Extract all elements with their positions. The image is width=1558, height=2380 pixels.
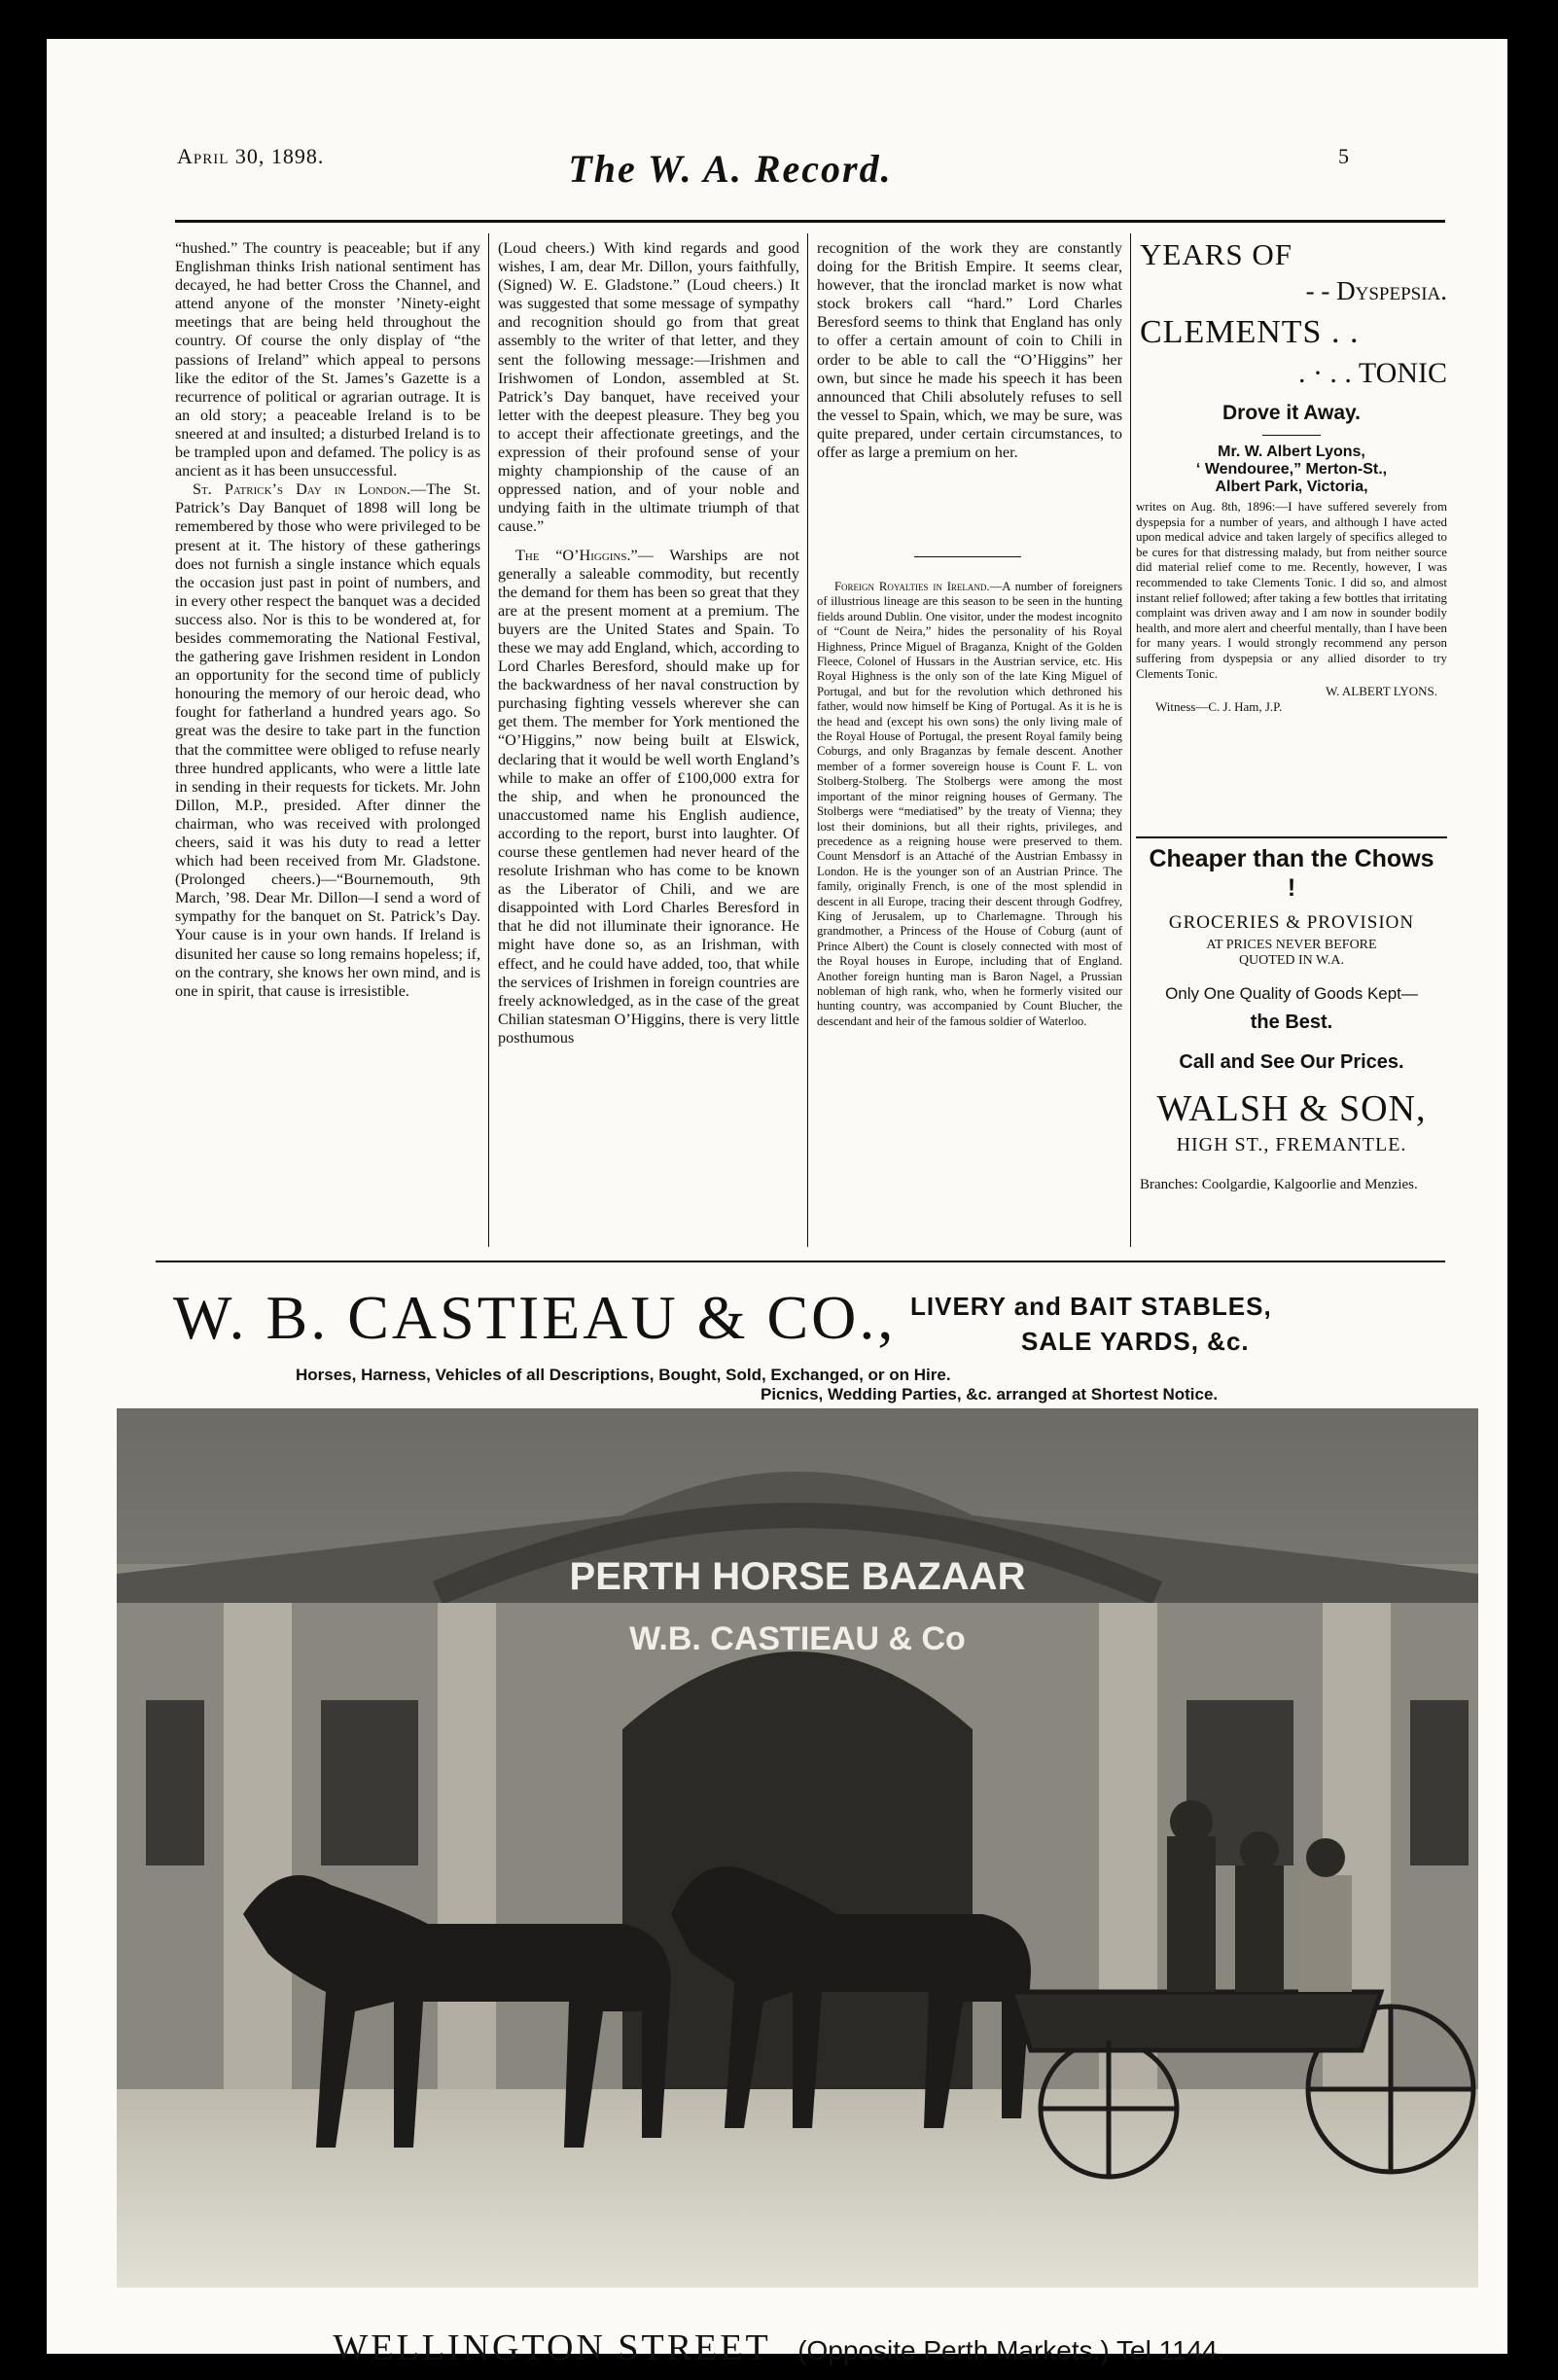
column-2 [498, 239, 799, 1048]
ad-text: QUOTED IN W.A. [1238, 953, 1345, 968]
ad-text: AT PRICES NEVER BEFORE [1206, 938, 1377, 952]
ad-heading: - - Dyspepsia. [1305, 276, 1447, 305]
caption-street: WELLINGTON STREET [333, 2327, 771, 2368]
ad-text: Call and See Our Prices. [1179, 1051, 1404, 1073]
building-sign: PERTH HORSE BAZAAR [569, 1555, 1026, 1598]
clements-tonic-ad [1136, 237, 1447, 715]
masthead: The W. A. Record. [568, 147, 893, 191]
column-divider [807, 233, 808, 1247]
section-heading: St. Patrick’s Day in London. [193, 480, 411, 499]
article-paragraph [498, 547, 799, 1048]
castieau-name: W. B. CASTIEAU & CO., [173, 1283, 897, 1352]
ad-heading: YEARS OF [1140, 237, 1293, 271]
article-text: recognition of the work they are constantly doing for the British Empire. It seems clear, however, that the ironclad market is now what stock brokers call “hard.” Lord Charles Beresford seems to think that England has only to offer a certain amount of coin to Chili in order to be able to call the “O’Higgins” her own, but since he made his speech it has been announced that Chili absolutely refuses to sell the vessel to Spain, which, we may be sure, was quite prepared, under certain circumstances, to offer as large a premium on her. [817, 239, 1122, 462]
article-text: (Loud cheers.) With kind regards and good wishes, I am, dear Mr. Dillon, yours faithfully, (Signed) W. E. Gladstone.” (Loud cheers.) It was suggested that some message of sympathy and recognition should go from that great assembly to the writer of that letter, and they sent the following message:—Irishmen and Irishwomen of London, assembled at St. Patrick’s Day banquet, have received your letter with the deepest pleasure. They beg you to accept their affectionate greetings, and the expression of their profound sense of your mighty championship of the cause of an oppressed nation, and of your noble and undying faith in the ultimate triumph of that cause.” [498, 239, 799, 536]
testimonial-signature: W. ALBERT LYONS. [1326, 684, 1437, 699]
shop-branches: Branches: Coolgardie, Kalgoorlie and Menzies. [1140, 1177, 1418, 1192]
page-number: 5 [1338, 144, 1349, 168]
article-text: —The St. Patrick’s Day Banquet of 1898 will long be remembered by those who were privileged to be present at it. The history of these gatherings does not furnish a single instance which equals the occasion just past in point of numbers, and in every other respect the banquet was a decided success also. Nor is this to be wondered at, for besides commemorating the National Festival, the gathering gave Irishmen resident in London an opportunity for the second time of publicly honouring the memory of our heroic dead, who fought for fatherland a hundred years ago. So great was the desire to take part in the function that the committee were obliged to refuse nearly three hundred applicants, who were a little late in sending in their requests for tickets. Mr. John Dillon, M.P., presided. After dinner the chairman, who was received with prolonged cheers, said it was his duty to read a letter which had been received from Mr. Gladstone. (Prolonged cheers.)—“Bournemouth, 9th March, ’98. Dear Mr. Dillon—I send a word of sympathy for the banquet on St. Patrick’s Day. Your cause is in your own hands. If Ireland is disunited her cause so long remains hopeless; if, on the contrary, she knows her own mind, and is one in spirit, that cause is irresistible. [175, 480, 480, 1000]
ad-brand: CLEMENTS . . [1140, 314, 1360, 350]
castieau-tagline: SALE YARDS, &c. [1021, 1327, 1250, 1356]
testimonial-witness: Witness—C. J. Ham, J.P. [1155, 699, 1283, 715]
shop-name: WALSH & SON, [1156, 1088, 1427, 1129]
column-divider [1130, 233, 1131, 1247]
ad-text: Only One Quality of Goods Kept— [1165, 984, 1418, 1003]
article-paragraph [817, 580, 1122, 1029]
header-rule [175, 220, 1445, 223]
ad-rule [1262, 435, 1321, 436]
testimonial-address: Albert Park, Victoria, [1215, 479, 1368, 495]
photo-illustration [117, 1408, 1478, 2288]
article-text: — Warships are not generally a saleable commodity, but recently the demand for them has been so great that they are at the present moment at a premium. The buyers are the United States and Spain. To these we may add England, which, according to Lord Charles Beresford, should make up for the backwardness of her naval construction by purchasing fighting vessels wherever she can get them. The member for York mentioned the “O’Higgins,” now being built at Elswick, declaring that it would be well worth England’s while to make an offer of £100,000 extra for the ship, and when he pronounced the unaccustomed name his English audience, according to the report, burst into laughter. Of course these gentlemen had never heard of the resolute Irishman who has come to be known as the Liberator of Chili, and we are disappointed with Lord Charles Beresford in that he did not illuminate their ignorance. He might have done so, as an Irishman, with effect, and he could have added, too, that while the services of Irishmen in foreign countries are freely acknowledged, as in the case of the great Chilian statesman O’Higgins, there is very little posthumous [498, 546, 799, 1047]
ad-text: the Best. [1250, 1012, 1333, 1033]
shop-address: HIGH ST., FREMANTLE. [1176, 1134, 1407, 1155]
column-1 [175, 239, 480, 1001]
ad-text: GROCERIES & PROVISION [1168, 912, 1415, 933]
ad-brand: . · . . TONIC [1297, 357, 1447, 389]
issue-date: April 30, 1898. [177, 144, 325, 168]
column-divider [488, 233, 489, 1247]
building-sign: W.B. CASTIEAU & Co [629, 1620, 966, 1657]
ad-headline: Cheaper than the Chows ! [1149, 845, 1434, 902]
castieau-services: Picnics, Wedding Parties, &c. arranged at Shortest Notice. [761, 1385, 1219, 1403]
testimonial-text: writes on Aug. 8th, 1896:—I have suffered severely from dyspepsia for a number of years, and although I have acted upon medical advice and taken largely of specifics alleged to be cures for that distressing malady, but from neither source did material relief come to me. Recently, however, I was recommended to take Clements Tonic. I did so, and almost instant relief followed; after taking a few bottles that irritating complaint was driven away and I am now in sounder bodily health, and more alert and cheerful mentally, than I have been for many years. I would strongly recommend any person suffering from dyspepsia or any allied disorder to try Clements Tonic. [1136, 500, 1447, 681]
stables-photograph [117, 1408, 1478, 2288]
walsh-and-son-ad [1134, 844, 1449, 1193]
photo-caption [0, 2327, 1558, 2369]
article-text: —A number of foreigners of illustrious lineage are this season to be seen in the hunting fields around Dublin. One visitor, under the modest incognito of “Count de Neira,” hides the personality of his Royal Highness, Prince Miguel of Braganza, Knight of the Golden Fleece, Colonel of Hussars in the Austrian service, etc. His Royal Highness is the only son of the late King Miguel of Portugal, and but for the revolution which dethroned his father, would now himself be King of Portugal. As it is he is the head and (except his own sons) the only living male of the Royal House of Portugal, the present Royal family being Coburgs, and only Braganzas by female descent. Another member of a former sovereign house is Count F. L. von Stolberg-Stolberg. The Stolbergs were among the most important of the minor reigning houses of Germany. The Stolbergs were “mediatised” by the treaty of Vienna; they lost their dominions, but all their rights, privileges, and precedence as a reigning house were preserved to them. Count Mensdorf is an Attaché of the Austrian Embassy in London. He is the younger son of an Austrian Prince. The family, originally French, is one of the most splendid in descent in all Europe, tracing their descent through Godfrey, King of Jerusalem, up to Charlemagne. Through his grandmother, a Princess of the House of Coburg (aunt of Prince Albert) the Count is closely connected with most of the Royal houses in Europe, including that of England. Another foreign hunting man is Baron Nagel, a Prussian nobleman of high rank, who, when he formerly visited our hunting country, was accompanied by Count Blucher, the descendant and heir of the famous soldier of Waterloo. [817, 580, 1123, 1028]
testimonial-name: Mr. W. Albert Lyons, [1218, 444, 1365, 460]
short-rule [914, 556, 1021, 557]
article-text: “hushed.” The country is peaceable; but if any Englishman thinks Irish national sentiment has decayed, he had better Cross the Channel, and attend anyone of the monster ’Ninety-eight meetings that are being held throughout the country. Of course the only display of “the passions of Ireland” which appeal to persons like the editor of the St. James’s Gazette is a recurrence of political or agrarian outrage. It is an old story; a peaceable Ireland is to be sneered at and insulted; a disturbed Ireland is to be trampled upon and defamed. The policy is as ancient as it has been unsuccessful. [175, 239, 480, 480]
section-rule [156, 1261, 1445, 1262]
section-heading: The “O’Higgins.” [515, 546, 638, 564]
castieau-services: Horses, Harness, Vehicles of all Descriptions, Bought, Sold, Exchanged, or on Hire. [296, 1366, 951, 1384]
section-heading: Foreign Royalties in Ireland. [834, 580, 990, 593]
article-paragraph [175, 480, 480, 1001]
column-3-lower [817, 580, 1122, 1029]
ad-divider [1136, 836, 1447, 838]
castieau-tagline: LIVERY and BAIT STABLES, [910, 1292, 1272, 1321]
ad-slogan: Drove it Away. [1222, 402, 1361, 424]
caption-details: (Opposite Perth Markets.) Tel 1144. [797, 2335, 1225, 2365]
testimonial-address: ‘ Wendouree,” Merton-St., [1195, 461, 1388, 478]
column-3 [817, 239, 1122, 462]
